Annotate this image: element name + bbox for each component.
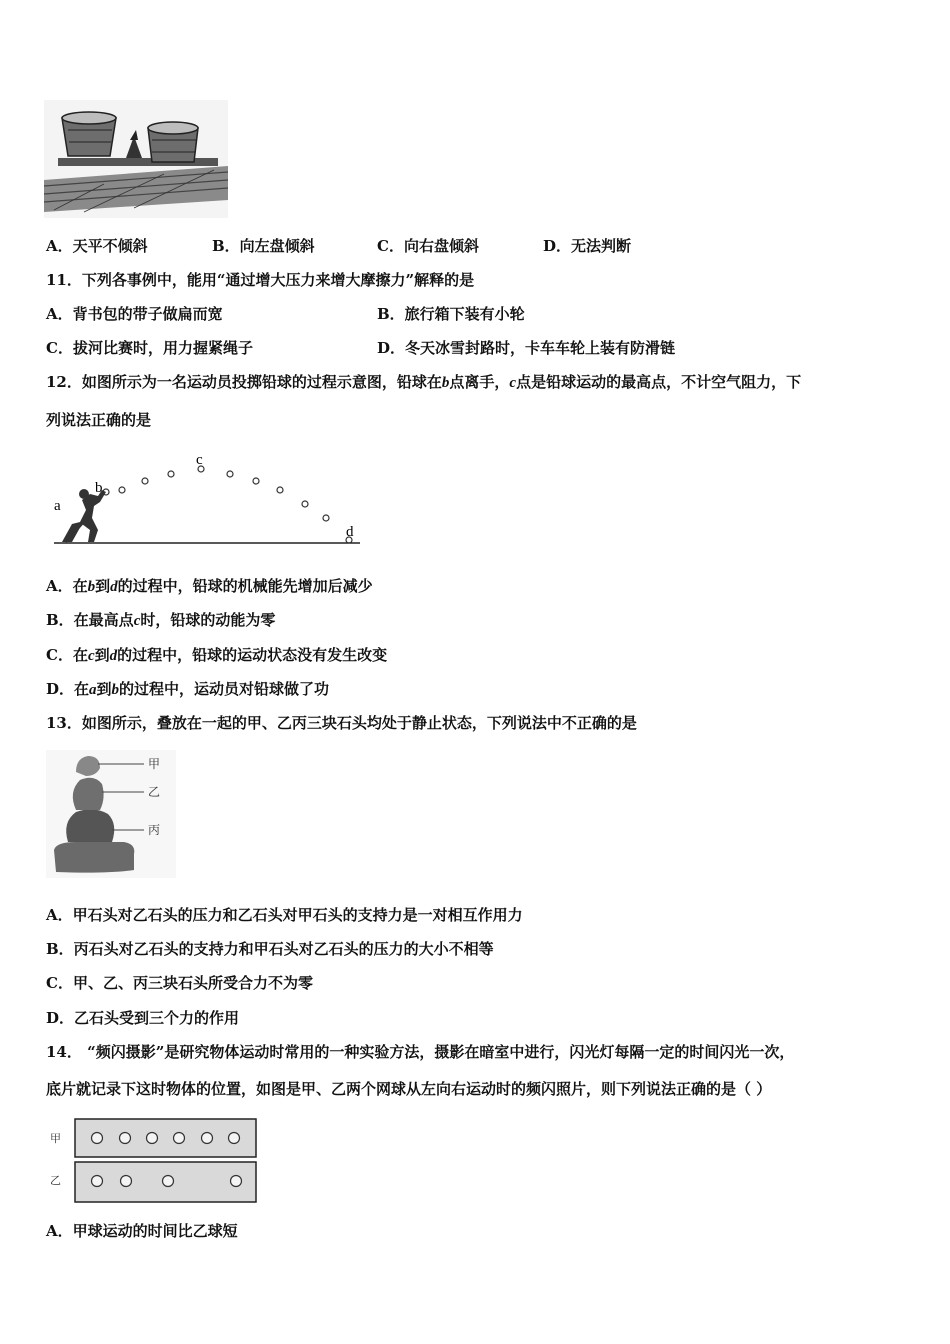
q12-option-d: D．在a到b的过程中，运动员对铅球做了功 (46, 680, 330, 698)
label-bing: 丙 (148, 823, 161, 837)
q14-stem-line1: 14． “频闪摄影”是研究物体运动时常用的一种实验方法，摄影在暗室中进行，闪光灯每隔一定的时间闪光一次， (46, 1043, 795, 1061)
q12-option-b: B．在最高点c时，铅球的动能为零 (46, 611, 276, 629)
q12-stem-line2: 列说法正确的是 (46, 411, 152, 429)
q10-option-c: C．向右盘倾斜 (377, 237, 479, 255)
label-yi: 乙 (148, 785, 161, 799)
q14-option-a: A．甲球运动的时间比乙球短 (46, 1222, 238, 1240)
q11-option-d: D．冬天冰雪封路时，卡车车轮上装有防滑链 (377, 339, 676, 357)
q10-option-a: A．天平不倾斜 (46, 237, 148, 255)
q11-stem: 11．下列各事例中，能用“通过增大压力来增大摩擦力”解释的是 (46, 271, 475, 289)
balance-figure (44, 100, 228, 218)
q12-stem-line1: 12．如图所示为一名运动员投掷铅球的过程示意图，铅球在b点离手，c点是铅球运动的最高点，不计空气阻力，下 (46, 373, 802, 391)
q11-option-a: A．背书包的带子做扁而宽 (46, 305, 223, 323)
q11-option-c: C．拔河比赛时，用力握紧绳子 (46, 339, 253, 357)
q13-option-b: B．丙石头对乙石头的支持力和甲石头对乙石头的压力的大小不相等 (46, 940, 494, 958)
label-yi-strip: 乙 (50, 1174, 61, 1187)
q13-option-c: C．甲、乙、丙三块石头所受合力不为零 (46, 974, 313, 992)
q11-option-b: B．旅行箱下装有小轮 (377, 305, 525, 323)
q13-stem: 13．如图所示，叠放在一起的甲、乙丙三块石头均处于静止状态，下列说法中不正确的是 (46, 714, 637, 732)
label-a: a (54, 498, 61, 514)
q14-stem-line2: 底片就记录下这时物体的位置，如图是甲、乙两个网球从左向右运动时的频闪照片，则下列说法正确的是（ ） (46, 1080, 772, 1098)
label-jia-strip: 甲 (50, 1132, 61, 1145)
shot-put-figure (50, 450, 370, 550)
strobe-photo-figure (46, 1116, 260, 1206)
q13-option-d: D．乙石头受到三个力的作用 (46, 1009, 240, 1027)
label-c: c (196, 452, 203, 468)
label-jia: 甲 (148, 757, 161, 771)
label-b: b (95, 480, 103, 496)
q12-option-c: C．在c到d的过程中，铅球的运动状态没有发生改变 (46, 646, 388, 664)
q12-option-a: A．在b到d的过程中，铅球的机械能先增加后减少 (46, 577, 373, 595)
stacked-stones-figure (46, 750, 176, 878)
q10-option-d: D．无法判断 (543, 237, 632, 255)
q10-option-b: B．向左盘倾斜 (212, 237, 315, 255)
q13-option-a: A．甲石头对乙石头的压力和乙石头对甲石头的支持力是一对相互作用力 (46, 906, 523, 924)
label-d: d (346, 524, 354, 540)
